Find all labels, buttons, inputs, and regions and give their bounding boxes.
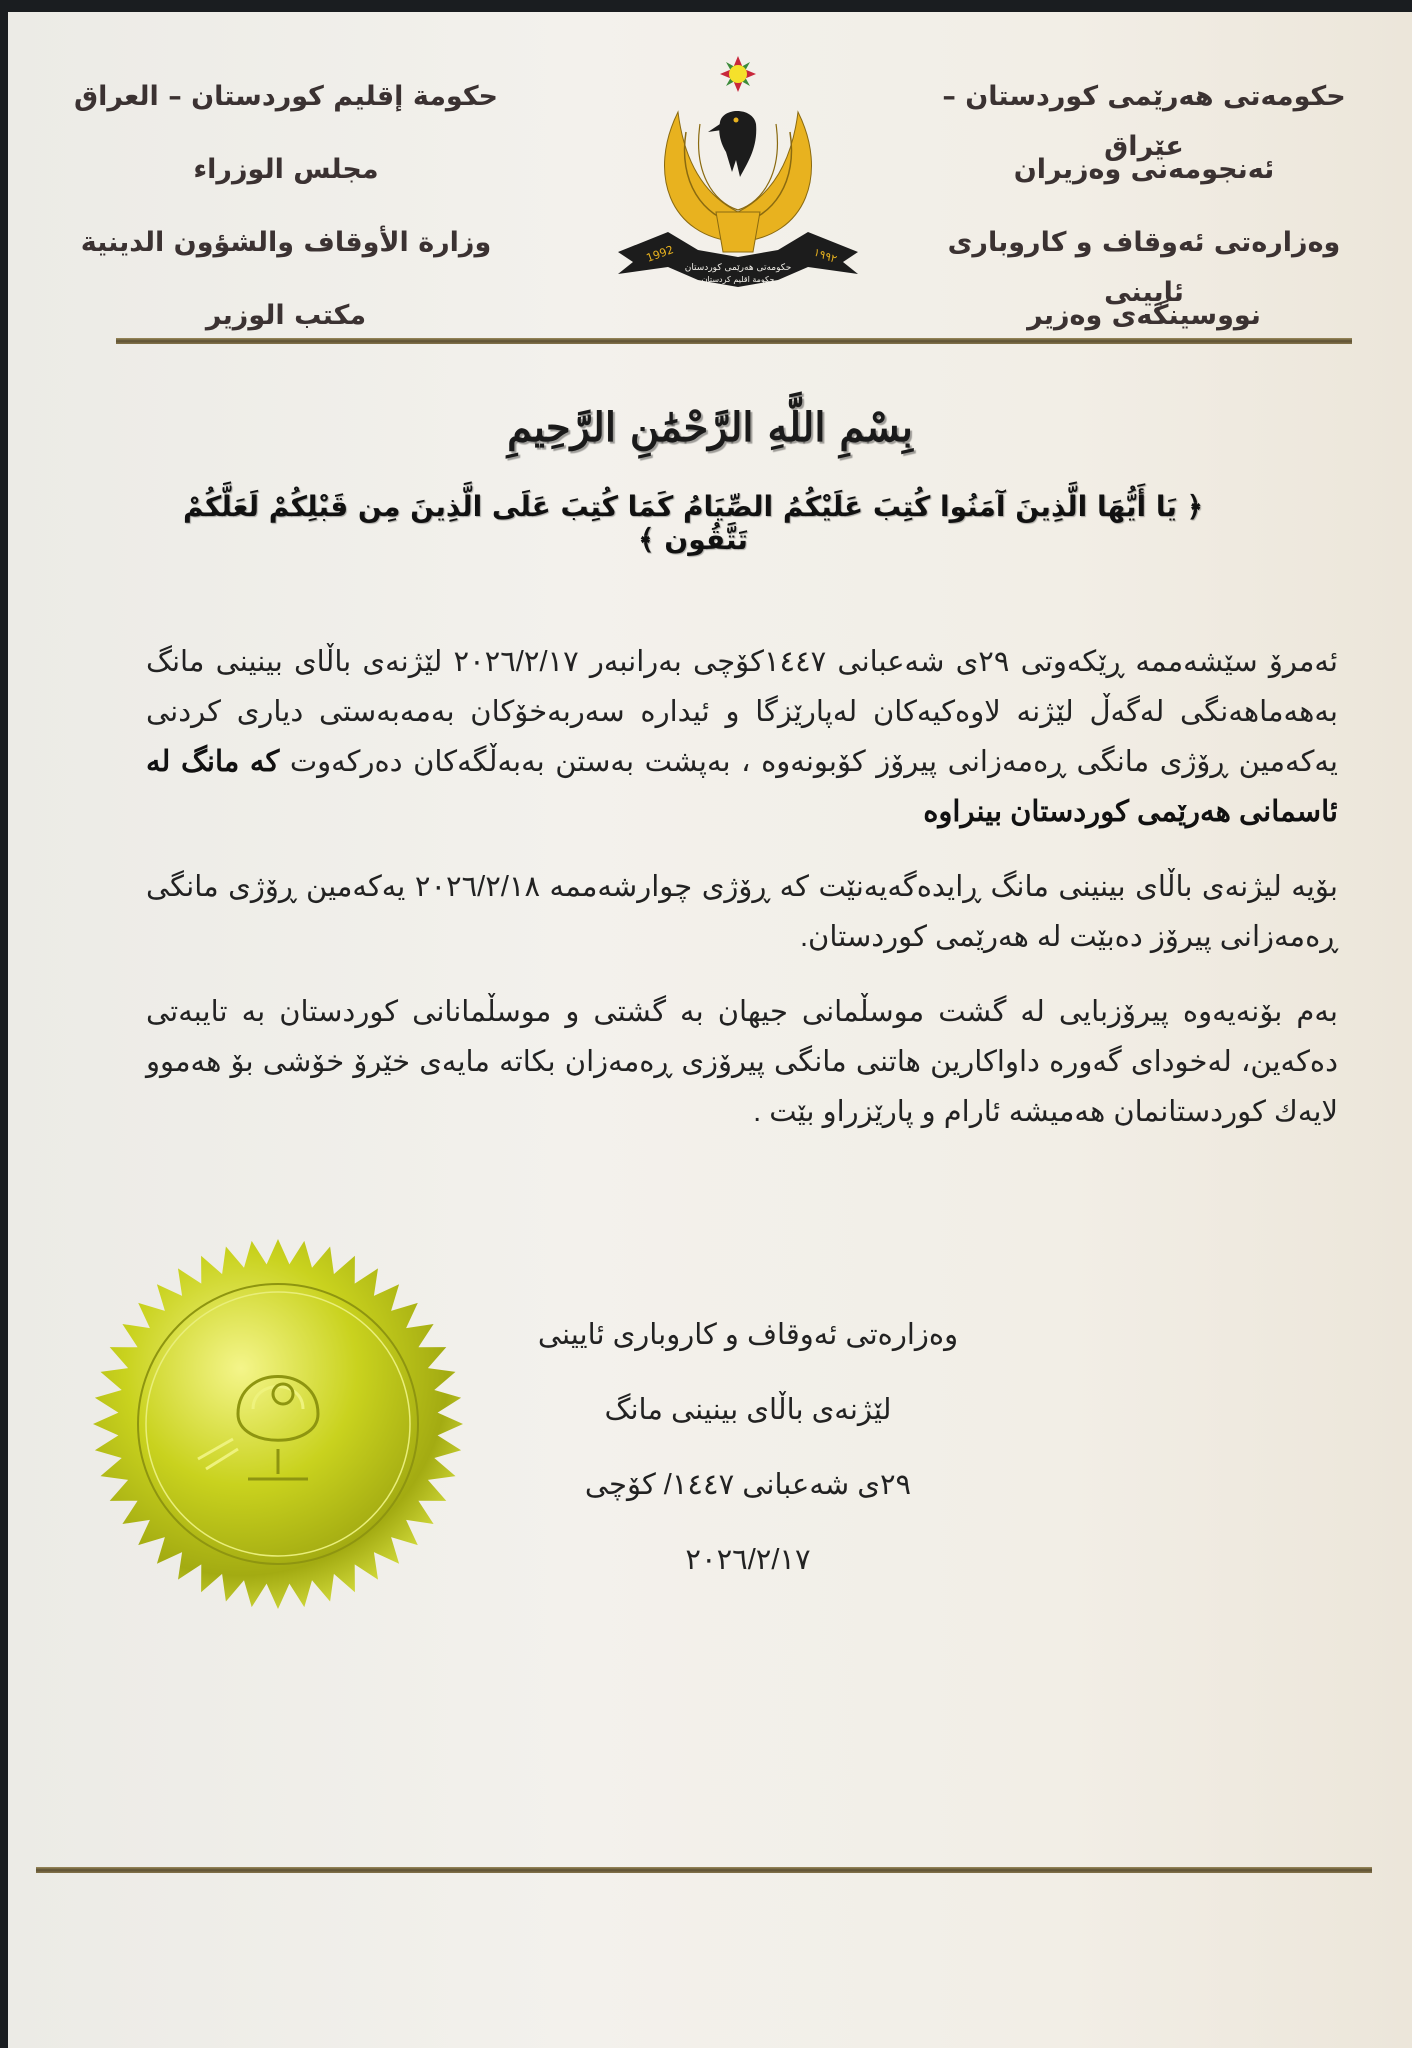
- gold-foil-ministry-seal-icon: [88, 1234, 468, 1614]
- svg-text:١٩٩٢: ١٩٩٢: [811, 245, 839, 266]
- signature-ministry: وەزارەتی ئەوقاف و کاروباری ئایینی: [537, 1319, 959, 1351]
- footer-divider: [36, 1867, 1372, 1873]
- paragraph-declaration: بۆیە لیژنەی باڵای بینینی مانگ ڕایدەگەیەنێت کە ڕۆژی چوارشەممە ٢٠٢٦/٢/١٨ یەکەمین ڕۆژی مانگی ڕەمەزانی پیرۆز دەبێت لە هەرێمی کوردستان.: [146, 871, 1338, 953]
- kurdish-council-line: ئەنجومەنی وەزیران: [1013, 154, 1275, 185]
- signature-block: [488, 1310, 1008, 1610]
- signature-hijri-date: ٢٩ی شەعبانی ١٤٤٧/ کۆچی: [584, 1469, 912, 1501]
- paragraph-greeting: بەم بۆنەیەوە پیرۆزبایی لە گشت موسڵمانی جیهان بە گشتی و موسڵمانانی کوردستان بە تایبەتی دەکەین، لەخودای گەورە داواکارین هاتنی مانگی پیرۆزی ڕەمەزان بکاتە مایەی خێرۆ خۆشی بۆ هەموو لایەك کوردستانمان هەمیشە ئارام و پارێزراو بێت .: [146, 996, 1338, 1128]
- svg-text:حكومة اقليم كردستان: حكومة اقليم كردستان: [701, 275, 775, 284]
- letterhead-kurdish: [924, 72, 1364, 364]
- kurdish-government-line: حکومەتی هەرێمی کوردستان – عێراق: [942, 81, 1346, 162]
- arabic-council-line: مجلس الوزراء: [193, 154, 379, 185]
- letter-page: [8, 12, 1412, 2048]
- svg-text:1992: 1992: [644, 243, 676, 265]
- signature-committee: لێژنەی باڵای بینینی مانگ: [604, 1394, 892, 1426]
- bismillah: بِسْمِ اللَّهِ الرَّحْمَٰنِ الرَّحِيمِ: [507, 404, 913, 451]
- arabic-ministry-line: وزارة الأوقاف والشؤون الدينية: [80, 227, 492, 258]
- header-divider: [116, 338, 1352, 344]
- kurdish-office-line: نووسینگەی وەزیر: [1027, 300, 1261, 331]
- letterhead-arabic: [66, 72, 506, 364]
- letterhead: [8, 12, 1412, 352]
- signature-gregorian-date: ٢٠٢٦/٢/١٧: [685, 1544, 811, 1576]
- kurdish-ministry-line: وەزارەتی ئەوقاف و کاروباری ئایینی: [947, 227, 1341, 308]
- quran-verse: ﴿ يَا أَيُّهَا الَّذِينَ آمَنُوا كُتِبَ عَلَيْكُمُ الصِّيَامُ كَمَا كُتِبَ عَلَى الَّذِينَ مِن قَبْلِكُمْ لَعَلَّكُمْ تَتَّقُون ﴾: [182, 490, 1204, 556]
- svg-text:حكومەتی هەرێمی کوردستان: حكومەتی هەرێمی کوردستان: [684, 263, 792, 273]
- paragraph-1-text: ئەمرۆ سێشەممە ڕێکەوتی ٢٩ی شەعبانی ١٤٤٧کۆچی بەرانبەر ٢٠٢٦/٢/١٧ لێژنەی باڵای بینینی مانگ بەهەماهەنگی لەگەڵ لێژنە لاوەکیەکان لەپارێزگا و ئیدارە سەربەخۆکان بەمەبەستی دیاری کردنی یەکەمین ڕۆژی مانگی ڕەمەزانی پیرۆز کۆبونەوە ، بەپشت بەستن بەبەڵگەکان دەرکەوت: [146, 646, 1338, 778]
- paragraph-announcement: [146, 637, 1338, 837]
- kurdistan-government-emblem-icon: [608, 52, 868, 292]
- paragraph-1-bold: کە مانگ لە ئاسمانی هەرێمی کوردستان بینراوە: [146, 746, 1338, 828]
- arabic-office-line: مكتب الوزير: [205, 300, 367, 331]
- arabic-government-line: حكومة إقليم كوردستان – العراق: [73, 81, 499, 112]
- letter-body: [146, 637, 1338, 1162]
